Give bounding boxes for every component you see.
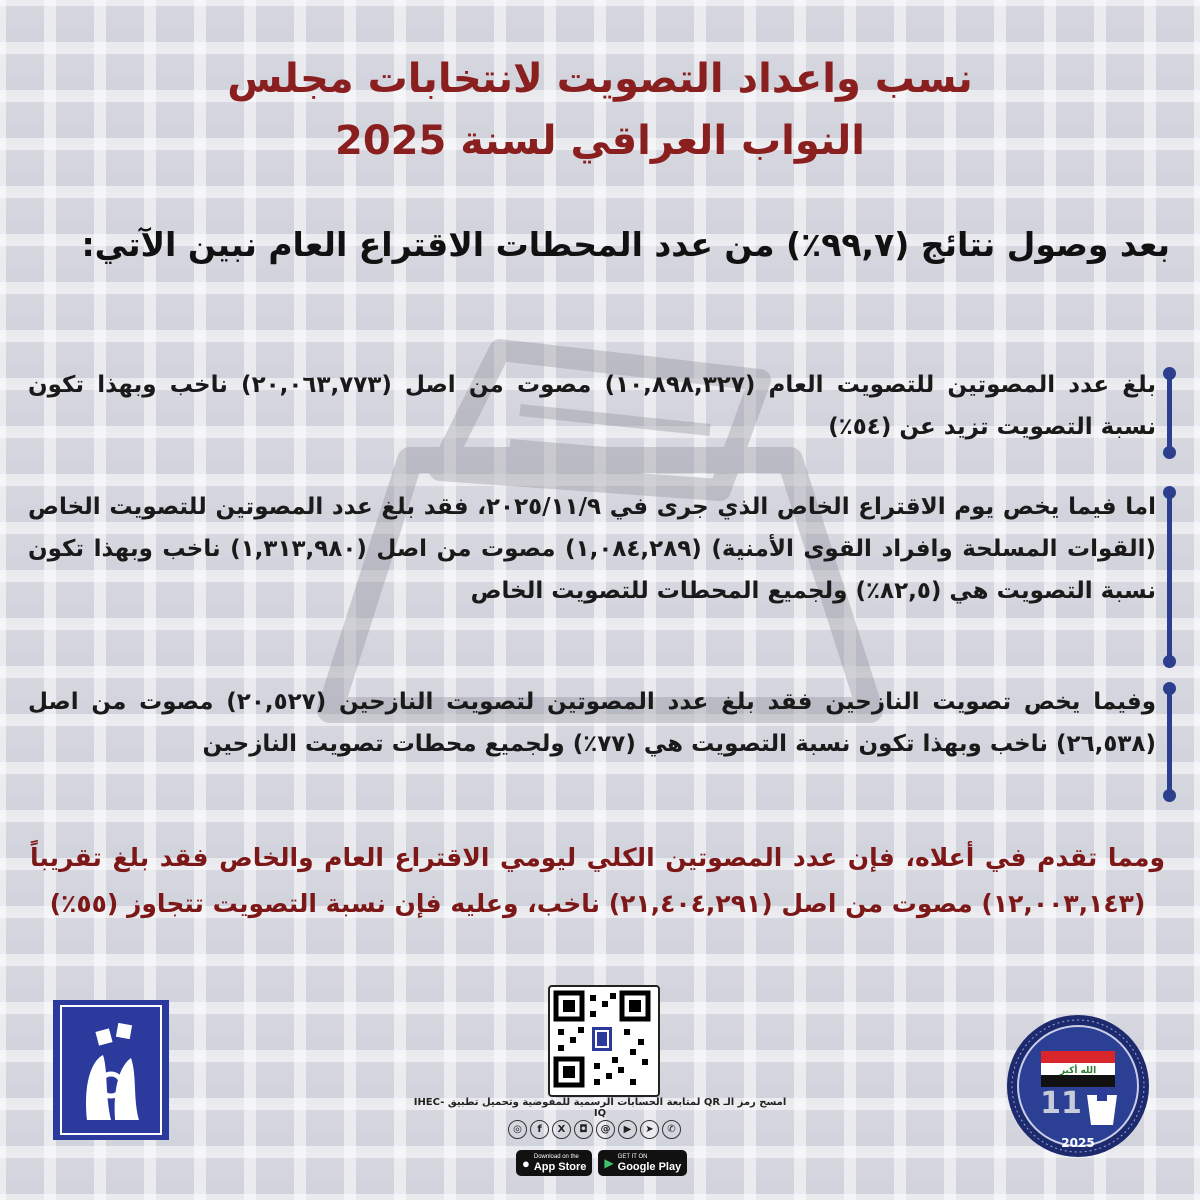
svg-text:الله أكبر: الله أكبر xyxy=(1059,1066,1097,1076)
facebook-icon[interactable]: f xyxy=(530,1120,549,1139)
page-title xyxy=(100,48,1100,172)
google-play-icon: ▶ xyxy=(604,1156,614,1170)
x-icon[interactable]: X xyxy=(552,1120,571,1139)
ihec-logo xyxy=(53,1000,169,1140)
accent-bar-general xyxy=(1167,373,1172,453)
qr-code[interactable] xyxy=(548,985,660,1097)
viber-icon[interactable]: ✆ xyxy=(662,1120,681,1139)
special-vote-paragraph: اما فيما يخص يوم الاقتراع الخاص الذي جرى في ٢٠٢٥/١١/٩، فقد بلغ عدد المصوتين للتصويت الخاص (القوات المسلحة وافراد القوى الأمنية) (١,٠٨٤,٢٨٩) مصوت من اصل (١,٣١٣,٩٨٠) ناخب وبهذا تكون نسبة التصويت هي (٨٢,٥٪) ولجميع المحطات للتصويت الخاص xyxy=(28,494,1156,604)
app-store-big-text: App Store xyxy=(533,1160,587,1173)
youtube-icon[interactable]: ▶ xyxy=(618,1120,637,1139)
conclusion-paragraph: ومما تقدم في أعلاه، فإن عدد المصوتين الكلي ليومي الاقتراع العام والخاص فقد بلغ تقريباً (١٢,٠٠٣,١٤٣) مصوت من اصل (٢١,٤٠٤,٢٩١) ناخب، وعليه فإن نسبة التصويت تتجاوز (٥٥٪) xyxy=(30,843,1165,918)
app-store-badge[interactable] xyxy=(516,1150,592,1176)
accent-bar-displaced xyxy=(1167,688,1172,796)
google-play-big-text: Google Play xyxy=(617,1160,682,1173)
intro-text: بعد وصول نتائج (٩٩,٧٪) من عدد المحطات الاقتراع العام نبين الآتي: xyxy=(81,225,1170,264)
accent-bar-special xyxy=(1167,492,1172,662)
election-emblem xyxy=(1005,1013,1151,1159)
qr-caption: امسح رمز الـ QR لمتابعة الحسابات الرسمية للمفوضية وتحميل تطبيق IHEC-IQ xyxy=(413,1097,787,1119)
app-store-small-text: Download on the xyxy=(533,1153,579,1160)
threads-icon[interactable]: @ xyxy=(596,1120,615,1139)
store-badges xyxy=(516,1150,696,1176)
emblem-year: 2025 xyxy=(1061,1136,1095,1150)
apple-icon: ● xyxy=(522,1155,530,1171)
qr-pattern xyxy=(550,987,654,1091)
google-play-small-text: GET IT ON xyxy=(617,1153,648,1160)
social-icons xyxy=(508,1120,698,1142)
telegram-icon[interactable]: ➤ xyxy=(640,1120,659,1139)
general-vote-paragraph: بلغ عدد المصوتين للتصويت العام (١٠,٨٩٨,٣٢٧) مصوت من اصل (٢٠,٠٦٣,٧٧٣) ناخب وبهذا تكون نسبة التصويت تزيد عن (٥٤٪) xyxy=(28,372,1157,440)
instagram-icon[interactable]: ◘ xyxy=(574,1120,593,1139)
google-play-badge[interactable] xyxy=(598,1150,687,1176)
title-line-1: نسب واعداد التصويت لانتخابات مجلس xyxy=(227,56,973,102)
emblem-number: 11 xyxy=(1040,1086,1082,1121)
globe-icon[interactable]: ◎ xyxy=(508,1120,527,1139)
displaced-vote-paragraph: وفيما يخص تصويت النازحين فقد بلغ عدد المصوتين لتصويت النازحين (٢٠,٥٢٧) مصوت من اصل (٢٦,٥٣٨) ناخب وبهذا تكون نسبة التصويت هي (٧٧٪) ولجميع محطات تصويت النازحين xyxy=(28,689,1156,757)
title-line-2: النواب العراقي لسنة 2025 xyxy=(334,118,866,164)
